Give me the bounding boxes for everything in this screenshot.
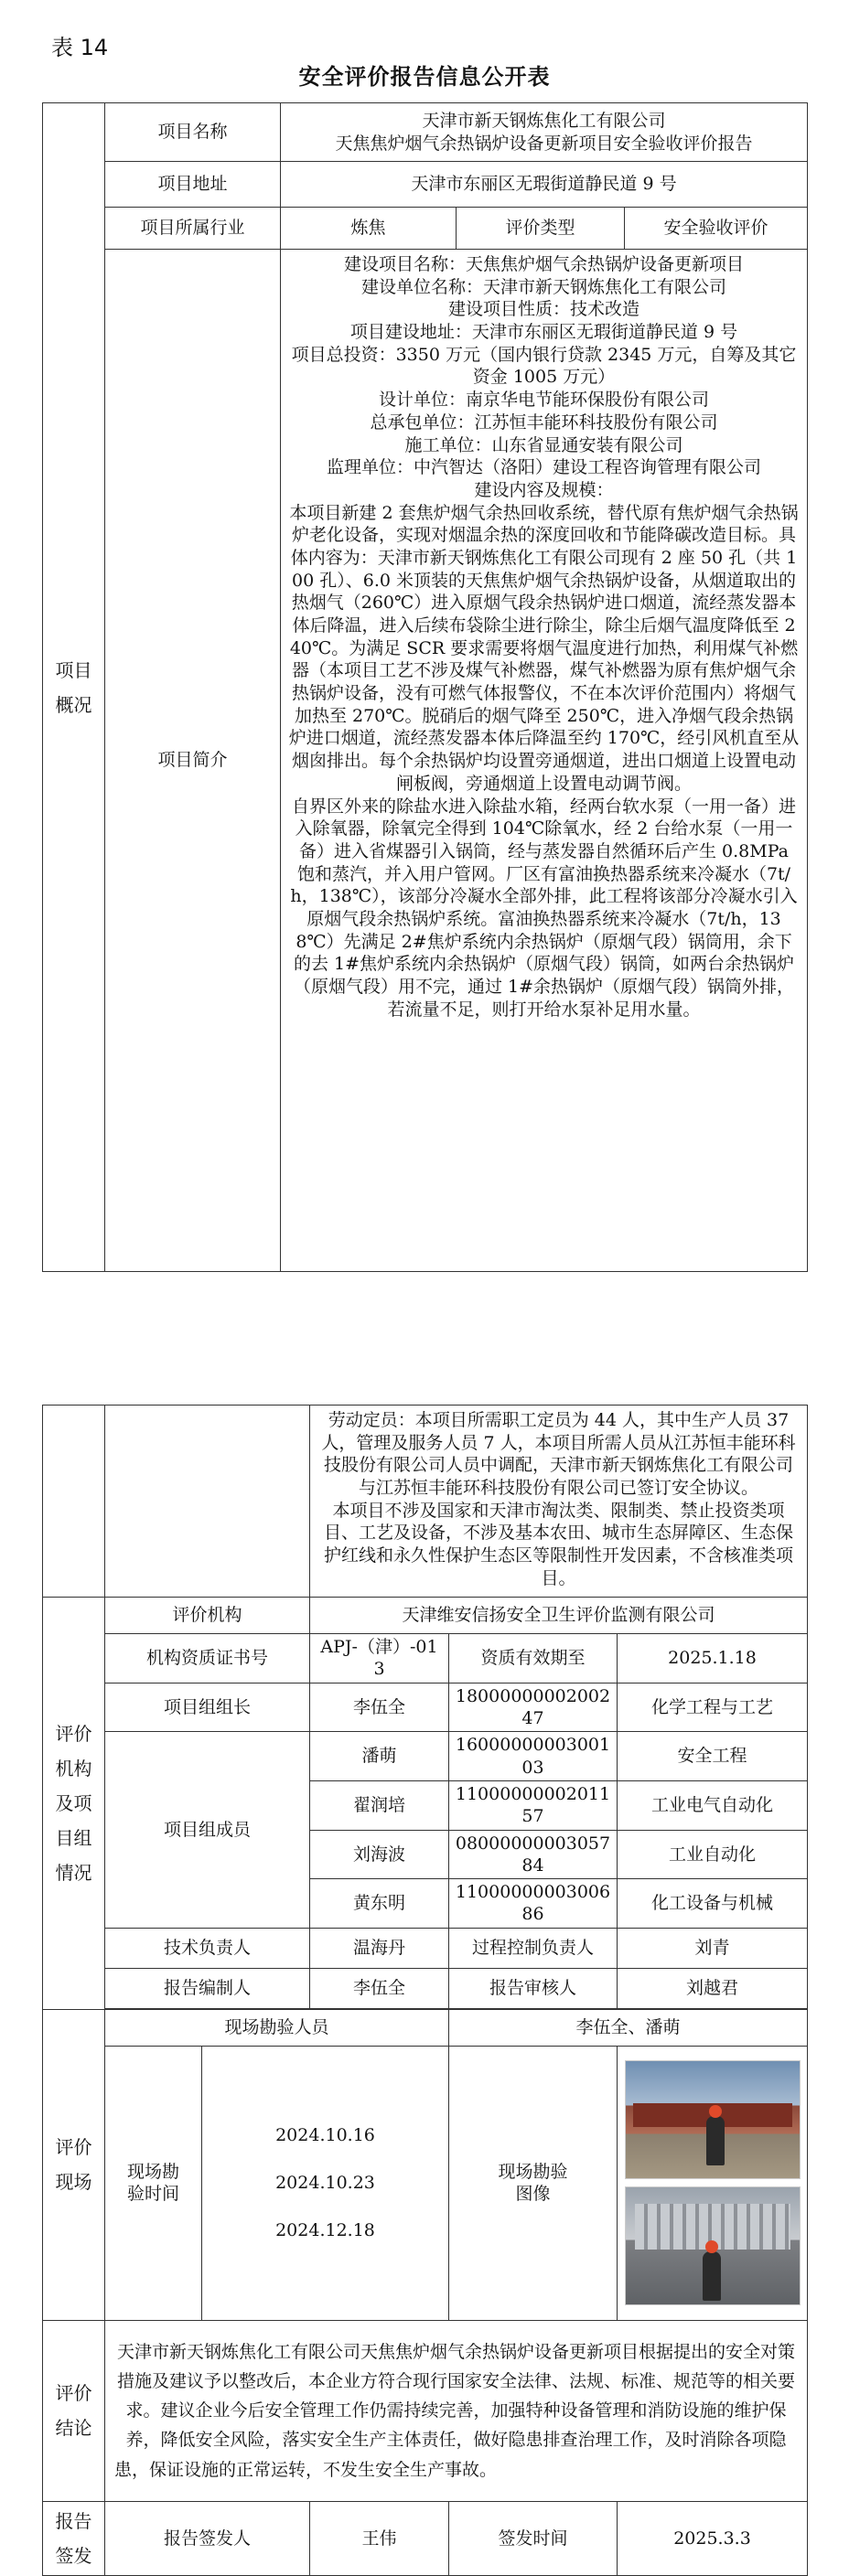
member-field: 工业电气自动化 — [618, 1780, 808, 1830]
site-time-label-text: 现场勘 验时间 — [126, 2161, 179, 2205]
agency-side-label — [43, 1598, 105, 2010]
project-intro-continuation — [310, 1406, 808, 1598]
project-address-label: 项目地址 — [105, 162, 281, 208]
member-name: 潘萌 — [310, 1732, 449, 1781]
intro-line: 建设项目性质：技术改造 — [448, 299, 640, 320]
member-name: 黄东明 — [310, 1879, 449, 1929]
photo-person — [706, 2116, 725, 2165]
photo-person — [703, 2251, 721, 2301]
member-field: 安全工程 — [618, 1732, 808, 1781]
intro-line: 建设项目名称：天焦焦炉烟气余热锅炉设备更新项目 — [344, 254, 745, 274]
intro-paragraph: 本项目新建 2 套焦炉烟气余热回收系统，替代原有焦炉烟气余热锅炉老化设备，实现对烟温余热的深度回收和节能降碳改造目标。具体内容为：天津市新天钢炼焦化工有限公司现有 2 座 50 孔（共 100 孔）、6.0 米顶装的天焦焦炉烟气余热锅炉设备，从烟道取出的热烟气（260℃）进入原烟气段余热锅炉进口烟道，流经蒸发器本体后降温，进入后续布袋除尘进行除尘，除尘后烟气温度降低至 240℃。为满足 SCR 要求需要将烟气温度进行加热，利用煤气补燃器（本项目工艺不涉及煤气补燃器，煤气补燃器为原有焦炉烟气余热锅炉设备，没有可燃气体报警仪，不在本次评价范围内）将烟气加热至 270℃。脱硝后的烟气降至 250℃，进入净烟气段余热锅炉进口烟道，流经蒸发器本体后降温至约 170℃，经引风机直至从烟囱排出。每个余热锅炉均设置旁通烟道，进出口烟道上设置电动闸板阀，旁通烟道上设置电动调节阀。 — [288, 502, 800, 794]
member-id: 1100000000300686 — [449, 1879, 618, 1929]
signoff-side-label — [43, 2501, 105, 2575]
overview-side-label-text: 项目 概况 — [55, 658, 92, 716]
site-photo-equipment — [625, 2186, 801, 2305]
signoff-date-label: 签发时间 — [449, 2501, 618, 2575]
cert-validity-value: 2025.1.18 — [618, 1634, 808, 1683]
project-name-text: 天津市新天钢炼焦化工有限公司 天焦焦炉烟气余热锅炉设备更新项目安全验收评价报告 — [335, 111, 753, 154]
process-lead-label: 过程控制负责人 — [449, 1928, 618, 1968]
site-side-label-text: 评价 现场 — [55, 2136, 92, 2194]
agency-org-value: 天津维安信扬安全卫生评价监测有限公司 — [310, 1598, 808, 1634]
project-intro-label: 项目简介 — [105, 250, 281, 1272]
site-dates — [202, 2046, 449, 2320]
site-photo-entrance — [625, 2060, 801, 2179]
conclusion-side-label — [43, 2320, 105, 2501]
site-side-label — [43, 2009, 105, 2320]
document-title: 安全评价报告信息公开表 — [298, 64, 551, 90]
intro-line: 项目建设地址：天津市东丽区无瑕街道静民道 9 号 — [349, 322, 738, 343]
agency-side-label-text: 评价 机构 及项 目组 情况 — [55, 1722, 92, 1884]
member-id: 0800000000305784 — [449, 1830, 618, 1879]
member-id: 1600000000300103 — [449, 1732, 618, 1781]
site-date: 2024.12.18 — [275, 2220, 375, 2241]
intro-paragraph: 自界区外来的除盐水进入除盐水箱，经两台软水泵（一用一备）进入除氧器，除氧完全得到 104℃除氧水，经 2 台给水泵（一用一备）进入省煤器引入锅筒，经与蒸发器自然循环后产生 0.8MPa 饱和蒸汽，并入用户管网。厂区有富油换热器系统来冷凝水（7t/h，138℃），该部分冷凝水全部外排，此工程将该部分冷凝水引入原烟气段余热锅炉系统。富油换热器系统来冷凝水（7t/h，138℃）先满足 2#焦炉系统内余热锅炉（原烟气段）锅筒用，余下的去 1#焦炉系统内余热锅炉（原烟气段）锅筒，如两台余热锅炉（原烟气段）用不完，通过 1#余热锅炉（原烟气段）锅筒外排，若流量不足，则打开给水泵补足用水量。 — [290, 796, 798, 1020]
cert-validity-label: 资质有效期至 — [449, 1634, 618, 1683]
team-members-label: 项目组成员 — [105, 1732, 310, 1929]
signoff-date-value: 2025.3.3 — [618, 2501, 808, 2575]
intro-line: 设计单位：南京华电节能环保股份有限公司 — [379, 390, 710, 411]
cert-number-value: APJ-（津）-013 — [310, 1634, 449, 1683]
intro-line: 建设内容及规模： — [474, 479, 614, 500]
signer-label: 报告签发人 — [105, 2501, 310, 2575]
project-name-value — [281, 103, 808, 162]
tech-lead-value: 温海丹 — [310, 1928, 449, 1968]
intro-paragraph: 本项目不涉及国家和天津市淘汰类、限制类、禁止投资类项目、工艺及设备，不涉及基本农田、城市生态屏障区、生态保护红线和永久性保护生态区等限制性开发因素，不含核准类项目。 — [324, 1500, 794, 1588]
intro-paragraph: 劳动定员：本项目所需职工定员为 44 人，其中生产人员 37 人，管理及服务人员 7 人，本项目所需人员从江苏恒丰能环科技股份有限公司人员中调配，天津市新天钢炼焦化工有限公司与江苏恒丰能环科技股份有限公司已签订安全协议。 — [321, 1410, 796, 1499]
signoff-side-label-text: 报告 签发 — [55, 2509, 92, 2567]
intro-line: 施工单位：山东省显通安装有限公司 — [404, 434, 683, 455]
tech-lead-label: 技术负责人 — [105, 1928, 310, 1968]
member-name: 刘海波 — [310, 1830, 449, 1879]
site-image-label-text: 现场勘验 图像 — [498, 2161, 568, 2205]
conclusion-side-label-text: 评价 结论 — [55, 2382, 92, 2440]
info-table-part2 — [42, 1405, 808, 2576]
signer-value: 王伟 — [310, 2501, 449, 2575]
site-date: 2024.10.16 — [275, 2125, 375, 2146]
evaluation-type-value: 安全验收评价 — [625, 208, 808, 250]
site-staff-value: 李伍全、潘萌 — [449, 2009, 808, 2046]
overview-side-label — [43, 103, 105, 1272]
photo-hard-hat — [709, 2105, 722, 2118]
table-number-label: 表 14 — [51, 35, 109, 60]
intro-label-continuation — [105, 1406, 310, 1598]
member-id: 1100000000201157 — [449, 1780, 618, 1830]
team-leader-field: 化学工程与工艺 — [618, 1683, 808, 1732]
intro-line: 监理单位：中汽智达（洛阳）建设工程咨询管理有限公司 — [327, 457, 762, 478]
agency-org-label: 评价机构 — [105, 1598, 310, 1634]
report-writer-value: 李伍全 — [310, 1968, 449, 2008]
evaluation-type-label: 评价类型 — [457, 208, 625, 250]
team-leader-name: 李伍全 — [310, 1683, 449, 1732]
intro-line: 总承包单位：江苏恒丰能环科技股份有限公司 — [370, 412, 718, 433]
member-field: 工业自动化 — [618, 1830, 808, 1879]
project-intro-body — [281, 250, 808, 1272]
conclusion-text: 天津市新天钢炼焦化工有限公司天焦焦炉烟气余热锅炉设备更新项目根据提出的安全对策措施及建议予以整改后，本企业方符合现行国家安全法律、法规、标准、规范等的相关要求。建议企业今后安全管理工作仍需持续完善，加强特种设备管理和消防设施的维护保养，降低安全风险，落实安全生产主体责任，做好隐患排查治理工作，及时消除各项隐患，保证设施的正常运转，不发生安全生产事故。 — [105, 2320, 808, 2501]
site-date: 2024.10.23 — [275, 2173, 375, 2194]
member-field: 化工设备与机械 — [618, 1879, 808, 1929]
team-leader-id: 1800000000200247 — [449, 1683, 618, 1732]
intro-line: 项目总投资：3350 万元（国内银行贷款 2345 万元，自筹及其它资金 1005 万元） — [291, 344, 797, 388]
process-lead-value: 刘青 — [618, 1928, 808, 1968]
project-industry-value: 炼焦 — [281, 208, 457, 250]
info-table-part1 — [42, 102, 808, 1272]
team-leader-label: 项目组组长 — [105, 1683, 310, 1732]
intro-line: 建设单位名称：天津市新天钢炼焦化工有限公司 — [361, 276, 727, 297]
report-writer-label: 报告编制人 — [105, 1968, 310, 2008]
site-time-label — [105, 2046, 202, 2320]
project-address-value: 天津市东丽区无瑕街道静民道 9 号 — [281, 162, 808, 208]
report-reviewer-value: 刘越君 — [618, 1968, 808, 2008]
site-photos — [618, 2046, 808, 2320]
overview-side-continuation — [43, 1406, 105, 1598]
site-staff-label: 现场勘验人员 — [105, 2009, 449, 2046]
report-reviewer-label: 报告审核人 — [449, 1968, 618, 2008]
project-industry-label: 项目所属行业 — [105, 208, 281, 250]
cert-number-label: 机构资质证书号 — [105, 1634, 310, 1683]
member-name: 翟润培 — [310, 1780, 449, 1830]
photo-hard-hat — [705, 2240, 718, 2253]
site-image-label — [449, 2046, 618, 2320]
project-name-label: 项目名称 — [105, 103, 281, 162]
